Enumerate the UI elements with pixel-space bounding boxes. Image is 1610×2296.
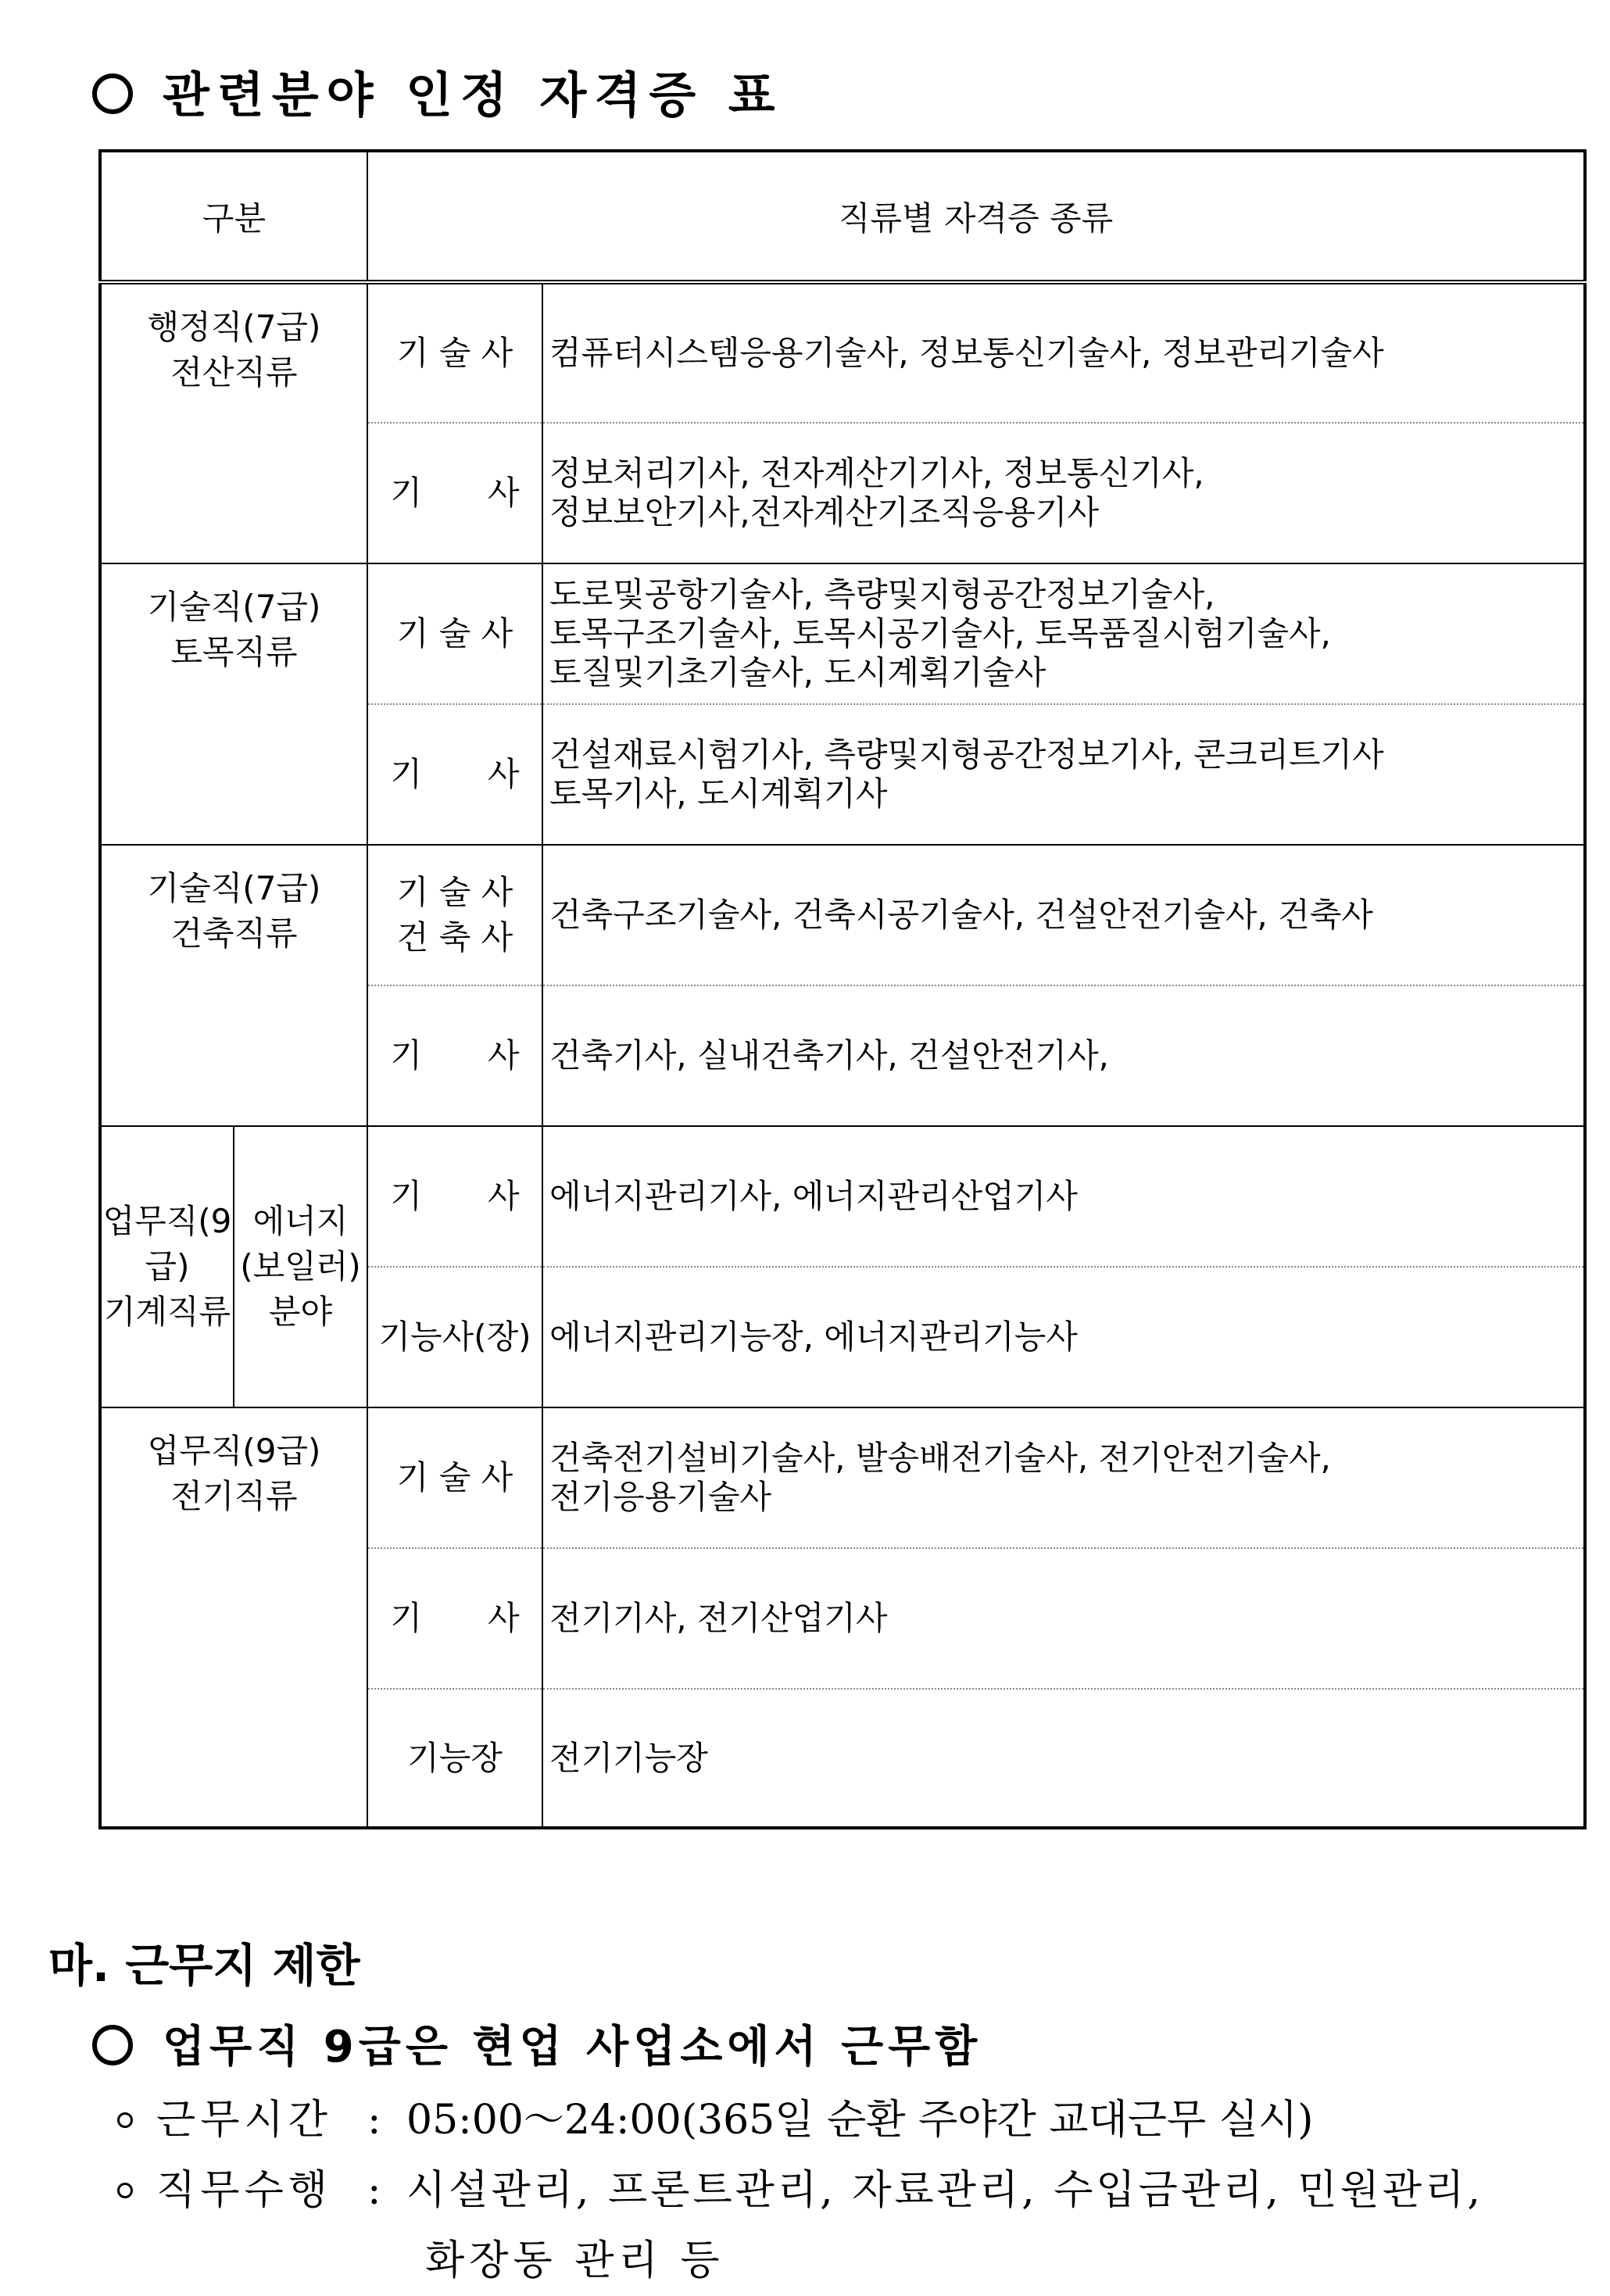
group-name: 기술직(7급): [147, 588, 321, 626]
table-row: [100, 282, 1585, 423]
cert-list-line: 건설재료시험기사, 측량및지형공간정보기사, 콘크리트기사: [549, 735, 1384, 774]
field-line: (보일러): [240, 1247, 361, 1286]
cert-level: [367, 845, 542, 985]
bullet-colon: :: [367, 2097, 381, 2144]
cert-list: 전기기능장: [549, 1738, 708, 1777]
cert-list-line: 토질및기초기술사, 도시계획기술사: [549, 653, 1046, 692]
cert-level-line: 건 축 사: [396, 918, 513, 957]
bullet-value: 05:00～24:00(365일 순환 주야간 교대근무 실시): [406, 2097, 1314, 2144]
cert-list: 건축기사, 실내건축기사, 건설안전기사,: [542, 985, 1585, 1126]
cert-level: 기능장: [367, 1689, 542, 1828]
certificate-table: [98, 149, 1587, 1829]
table-row: [100, 845, 1585, 985]
table-row: [100, 1126, 1585, 1267]
cert-list: 에너지관리기사, 에너지관리산업기사: [542, 1126, 1585, 1267]
cert-list: 에너지관리기능장, 에너지관리기능사: [542, 1267, 1585, 1407]
group-name-cell: [100, 1407, 367, 1828]
field-line: 에너지: [252, 1202, 349, 1240]
small-circle-bullet-icon: [117, 2112, 133, 2128]
group-name-cell: [100, 845, 367, 1126]
group-name-cell: [100, 282, 367, 563]
field-line: 분야: [268, 1293, 333, 1331]
bullet-colon: :: [367, 2167, 381, 2214]
small-circle-bullet-icon: [117, 2183, 133, 2198]
cert-level: 기 사: [367, 704, 542, 845]
cert-level: 기 사: [367, 985, 542, 1126]
group-subname: 전산직류: [170, 353, 298, 392]
section-subhead: [92, 2012, 982, 2075]
cert-level-line: 기 술 사: [396, 873, 513, 911]
cert-list: [542, 1407, 1585, 1548]
circle-bullet-icon: [92, 73, 133, 114]
bullet-continuation: 화장동 관리 등: [425, 2237, 724, 2284]
group-subname: 건축직류: [170, 914, 298, 953]
bullet-list: [117, 2085, 1483, 2296]
field-cell: [234, 1126, 367, 1407]
cert-list-line: 전기응용기술사: [549, 1478, 772, 1516]
circle-bullet-icon: [92, 2025, 133, 2065]
cert-list: 컴퓨터시스템응용기술사, 정보통신기술사, 정보관리기술사: [542, 282, 1585, 423]
bullet-value: 시설관리, 프론트관리, 자료관리, 수입금관리, 민원관리,: [406, 2167, 1483, 2214]
cert-list: [542, 704, 1585, 845]
cert-level: 기 사: [367, 423, 542, 563]
cert-list-line: 정보처리기사, 전자계산기기사, 정보통신기사,: [549, 454, 1204, 492]
group-name-cell: [100, 563, 367, 845]
section-subhead-text: 업무직 9급은 현업 사업소에서 근무함: [163, 2022, 982, 2072]
table-header-row: [100, 151, 1585, 282]
cert-list-line: 토목기사, 도시계획기사: [549, 774, 888, 813]
list-item: [117, 2155, 1483, 2226]
cert-level: 기 술 사: [367, 282, 542, 423]
header-cert-types: 직류별 자격증 종류: [367, 151, 1585, 282]
group-subname: 토목직류: [170, 633, 298, 671]
cert-list-line: 정보보안기사,전자계산기조직응용기사: [549, 493, 1100, 531]
group-subname: 기계직류: [103, 1293, 231, 1331]
table-heading-text: 관련분야 인정 자격증 표: [163, 66, 783, 123]
header-category: 구분: [100, 151, 367, 282]
cert-level: 기 술 사: [367, 563, 542, 704]
list-item: [117, 2085, 1483, 2155]
table-row: [100, 1407, 1585, 1548]
table-row: [100, 563, 1585, 704]
cert-level: 기 사: [367, 1126, 542, 1267]
group-subname: 전기직류: [170, 1477, 298, 1515]
cert-list: 전기기사, 전기산업기사: [542, 1548, 1585, 1689]
group-name-cell: [100, 1126, 234, 1407]
cert-list-line: 토목구조기술사, 토목시공기술사, 토목품질시험기술사,: [549, 614, 1331, 653]
section-title: 마. 근무지 제한: [48, 1939, 360, 1992]
group-name: 행정직(7급): [147, 308, 321, 346]
group-name: 업무직(9급): [102, 1202, 232, 1286]
cert-level: 기 사: [367, 1548, 542, 1689]
bullet-label: 직무수행: [156, 2167, 332, 2214]
group-name: 업무직(9급): [147, 1432, 321, 1470]
cert-level: 기 술 사: [367, 1407, 542, 1548]
group-name: 기술직(7급): [147, 869, 321, 907]
cert-list-line: 도로및공항기술사, 측량및지형공간정보기술사,: [549, 575, 1215, 613]
cert-list-line: 건축전기설비기술사, 발송배전기술사, 전기안전기술사,: [549, 1439, 1331, 1477]
cert-list: [542, 423, 1585, 563]
cert-level: 기능사(장): [367, 1267, 542, 1407]
table-heading: [92, 56, 783, 126]
cert-list: 건축구조기술사, 건축시공기술사, 건설안전기술사, 건축사: [542, 845, 1585, 985]
bullet-label: 근무시간: [156, 2097, 332, 2144]
cert-list: [542, 563, 1585, 704]
